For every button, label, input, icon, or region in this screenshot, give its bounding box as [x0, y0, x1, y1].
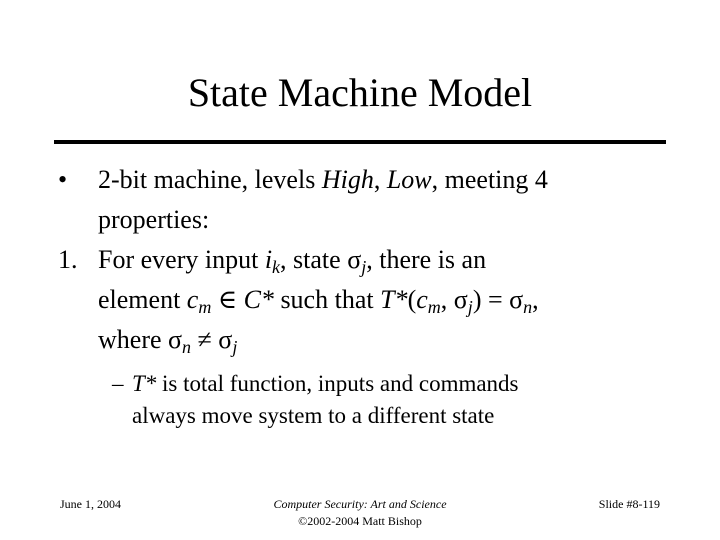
sub-item-line-2: always move system to a different state [132, 403, 495, 428]
footer-course [200, 496, 520, 530]
footer-date: June 1, 2004 [60, 497, 121, 511]
sub-dash: – [112, 371, 124, 396]
bullet-1-line-2: properties: [98, 205, 210, 234]
item-1-line-2: element $c_m$ ∈ C* such that $T*(c_m$, $\sigma_j) = \sigma_n$, [98, 285, 539, 317]
title-divider [54, 140, 666, 144]
item-1-line-1: For every input $i_k$, state $\sigma_j$, there is an [98, 245, 487, 277]
footer-copyright: ©2002-2004 Matt Bishop [298, 514, 422, 528]
footer-slide-number: Slide #8-119 [598, 497, 660, 511]
list-number-1: 1. [58, 245, 78, 274]
item-1-line-3: where $\sigma_n \ne \sigma_j$ [98, 325, 238, 357]
bullet-marker: • [58, 165, 68, 194]
footer-course-title: Computer Security: Art and Science [273, 497, 447, 511]
sub-item-line-1: T* is total function, inputs and commands [132, 371, 519, 396]
bullet-1-line-1: 2-bit machine, levels High, Low, meeting 4 [98, 165, 548, 194]
slide-title: State Machine Model [187, 70, 533, 115]
